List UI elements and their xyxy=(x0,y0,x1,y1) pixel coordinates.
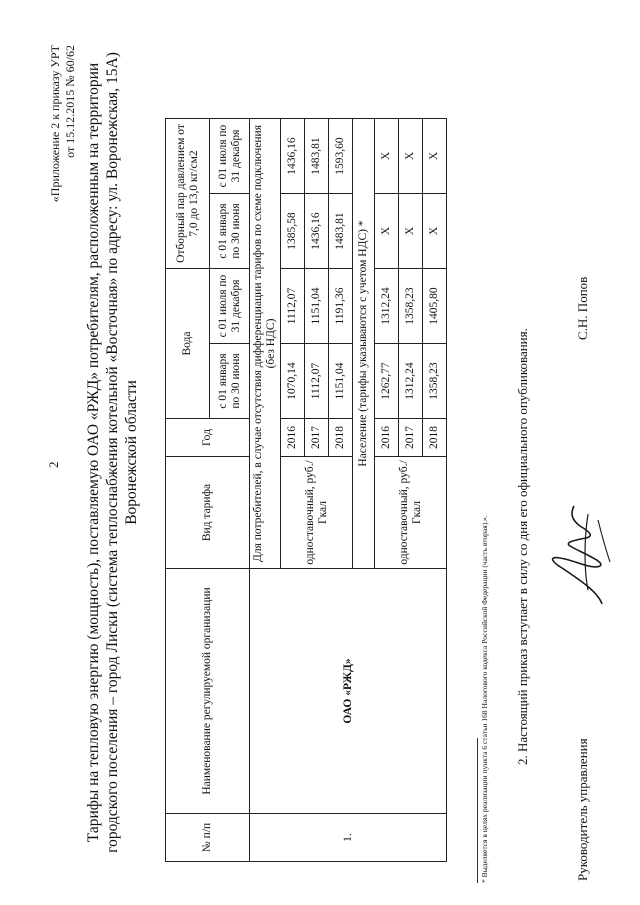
header-org: Наименование регулируемой организации xyxy=(166,569,250,814)
tariff-label: одноставочный, руб./Гкал xyxy=(281,457,353,569)
document-title xyxy=(84,20,141,885)
water-value: 1358,23 xyxy=(423,344,447,419)
header-num: № п/п xyxy=(166,814,250,862)
signer-name: С.Н. Попов xyxy=(575,276,590,340)
water-value: 1312,24 xyxy=(399,344,423,419)
steam-value: X xyxy=(375,194,399,269)
row-number: 1. xyxy=(250,814,447,862)
water-value: 1262,77 xyxy=(375,344,399,419)
water-value: 1112,07 xyxy=(305,344,329,419)
water-value: 1405,80 xyxy=(423,269,447,344)
clause-2: 2. Настоящий приказ вступает в силу со дня его официального опубликования. xyxy=(515,328,530,765)
water-value: 1358,23 xyxy=(399,269,423,344)
steam-value: X xyxy=(399,119,423,194)
tariff-table xyxy=(165,118,447,862)
year-cell: 2017 xyxy=(399,419,423,457)
water-value: 1151,04 xyxy=(329,344,353,419)
steam-value: 1385,58 xyxy=(281,194,305,269)
header-steam-period-2: с 01 июля по 31 декабря xyxy=(210,119,250,194)
appendix-line-1: «Приложение 2 к приказу УРТ xyxy=(48,45,62,203)
section-header-population: Население (тарифы указываются с учетом НДС) * xyxy=(353,119,375,569)
steam-value: 1593,60 xyxy=(329,119,353,194)
signer-role: Руководитель управления xyxy=(575,738,590,881)
header-water-period-1: с 01 января по 30 июня xyxy=(210,344,250,419)
year-cell: 2017 xyxy=(305,419,329,457)
footnote: * Выделяется в целях реализации пункта 6 статьи 168 Налогового кодекса Российской Федерации (часть вторая).». xyxy=(480,515,489,883)
water-value: 1070,14 xyxy=(281,344,305,419)
water-value: 1312,24 xyxy=(375,269,399,344)
title-line-3: Воронежской области xyxy=(123,380,140,525)
steam-value: 1436,16 xyxy=(281,119,305,194)
header-water: Вода xyxy=(166,269,210,419)
handwritten-signature xyxy=(540,500,620,610)
title-line-1: Тарифы на тепловую энергию (мощность), поставляемую ОАО «РЖД» потребителям, расположенным на территории xyxy=(85,62,102,843)
header-tariff-type: Вид тарифа xyxy=(166,457,250,569)
org-name: ОАО «РЖД» xyxy=(250,569,447,814)
steam-value: X xyxy=(375,119,399,194)
footnote-rule xyxy=(477,738,478,883)
header-water-period-2: с 01 июля по 31 декабря xyxy=(210,269,250,344)
title-line-2: городского поселения – город Лиски (система теплоснабжения котельной «Восточная» по адресу: ул. Воронежская, 15А) xyxy=(104,52,121,853)
steam-value: 1436,16 xyxy=(305,194,329,269)
tariff-label: одноставочный, руб./Гкал xyxy=(375,457,447,569)
header-steam-period-1: с 01 января по 30 июня xyxy=(210,194,250,269)
page-number: 2 xyxy=(46,461,61,468)
steam-value: 1483,81 xyxy=(329,194,353,269)
year-cell: 2018 xyxy=(329,419,353,457)
water-value: 1151,04 xyxy=(305,269,329,344)
year-cell: 2018 xyxy=(423,419,447,457)
appendix-reference xyxy=(48,45,78,215)
steam-value: X xyxy=(423,119,447,194)
appendix-line-2: от 15.12.2015 № 60/62 xyxy=(63,45,77,158)
water-value: 1191,36 xyxy=(329,269,353,344)
steam-value: 1483,81 xyxy=(305,119,329,194)
year-cell: 2016 xyxy=(375,419,399,457)
section-header-consumers: Для потребителей, в случае отсутствия дифференциации тарифов по схеме подключения (без НДС) xyxy=(250,119,281,569)
steam-value: X xyxy=(423,194,447,269)
header-steam: Отборный пар давлением от 7,0 до 13,0 кг/см2 xyxy=(166,119,210,269)
year-cell: 2016 xyxy=(281,419,305,457)
water-value: 1112,07 xyxy=(281,269,305,344)
steam-value: X xyxy=(399,194,423,269)
header-year: Год xyxy=(166,419,250,457)
